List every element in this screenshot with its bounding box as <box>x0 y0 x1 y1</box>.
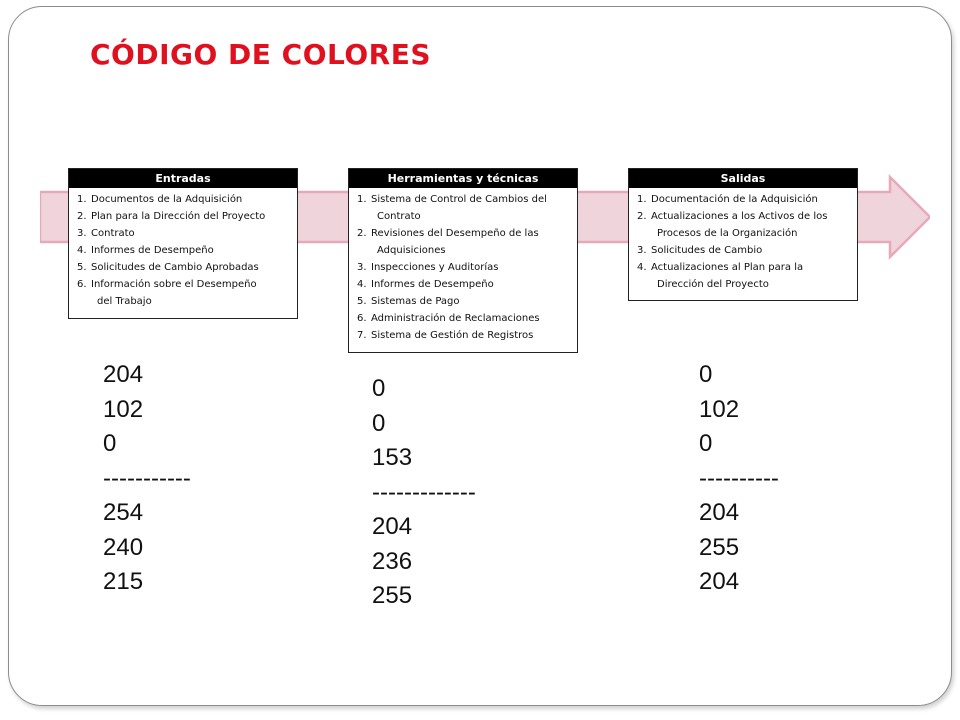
rgb-value: 102 <box>103 395 144 423</box>
list-item: 3. Inspecciones y Auditorías <box>357 262 499 273</box>
rgb-value: 204 <box>699 499 740 526</box>
list-item: Adquisiciones <box>377 245 446 256</box>
rgb-value: 236 <box>372 547 413 575</box>
list-item: 2. Revisiones del Desempeño de las <box>357 228 539 239</box>
list-item: 5. Sistemas de Pago <box>357 296 460 307</box>
list-item: 1. Sistema de Control de Cambios del <box>357 194 547 205</box>
list-item: 7. Sistema de Gestión de Registros <box>357 330 534 341</box>
rgb-separator: ---------- <box>699 464 779 492</box>
list-item: 5. Solicitudes de Cambio Aprobadas <box>77 262 259 273</box>
rgb-value: 0 <box>372 409 386 437</box>
herramientas-header: Herramientas y técnicas <box>349 169 577 188</box>
salidas-box <box>628 168 858 301</box>
list-item: 6. Información sobre el Desempeño <box>77 279 257 290</box>
list-item: 2. Actualizaciones a los Activos de los <box>637 211 828 222</box>
rgb-value: 153 <box>372 444 413 471</box>
entradas-box <box>68 168 298 319</box>
slide-frame <box>8 6 952 706</box>
list-item: Dirección del Proyecto <box>657 279 769 290</box>
list-item: Contrato <box>377 211 421 222</box>
rgb-separator: ----------- <box>103 464 191 492</box>
list-item: 2. Plan para la Dirección del Proyecto <box>77 211 266 222</box>
rgb-value: 240 <box>103 533 144 561</box>
salidas-header: Salidas <box>629 169 857 188</box>
rgb-value: 0 <box>372 375 386 402</box>
herramientas-list <box>349 188 577 346</box>
salidas-list <box>629 188 857 295</box>
slide-title: CÓDIGO DE COLORES <box>90 38 432 71</box>
rgb-separator: ------------- <box>372 478 476 506</box>
rgb-column-herramientas <box>372 372 476 614</box>
rgb-value: 204 <box>372 513 413 540</box>
rgb-value: 0 <box>699 430 713 457</box>
list-item: 3. Contrato <box>77 228 135 239</box>
rgb-value: 255 <box>372 582 413 609</box>
list-item: 4. Informes de Desempeño <box>77 245 214 256</box>
entradas-header: Entradas <box>69 169 297 188</box>
list-item: 4. Informes de Desempeño <box>357 279 494 290</box>
rgb-value: 0 <box>103 430 117 457</box>
rgb-column-salidas <box>699 358 779 600</box>
rgb-value: 0 <box>699 361 713 388</box>
rgb-value: 204 <box>103 361 144 388</box>
list-item: 1. Documentación de la Adquisición <box>637 194 818 205</box>
list-item: Procesos de la Organización <box>657 228 798 239</box>
rgb-value: 204 <box>699 568 740 595</box>
list-item: del Trabajo <box>97 296 152 307</box>
list-item: 1. Documentos de la Adquisición <box>77 194 243 205</box>
rgb-value: 255 <box>699 533 740 561</box>
rgb-value: 102 <box>699 395 740 423</box>
list-item: 6. Administración de Reclamaciones <box>357 313 540 324</box>
list-item: 4. Actualizaciones al Plan para la <box>637 262 804 273</box>
rgb-value: 215 <box>103 568 144 595</box>
rgb-column-entradas <box>103 358 191 600</box>
herramientas-box <box>348 168 578 353</box>
entradas-list <box>69 188 297 312</box>
rgb-value: 254 <box>103 499 144 526</box>
list-item: 3. Solicitudes de Cambio <box>637 245 763 256</box>
